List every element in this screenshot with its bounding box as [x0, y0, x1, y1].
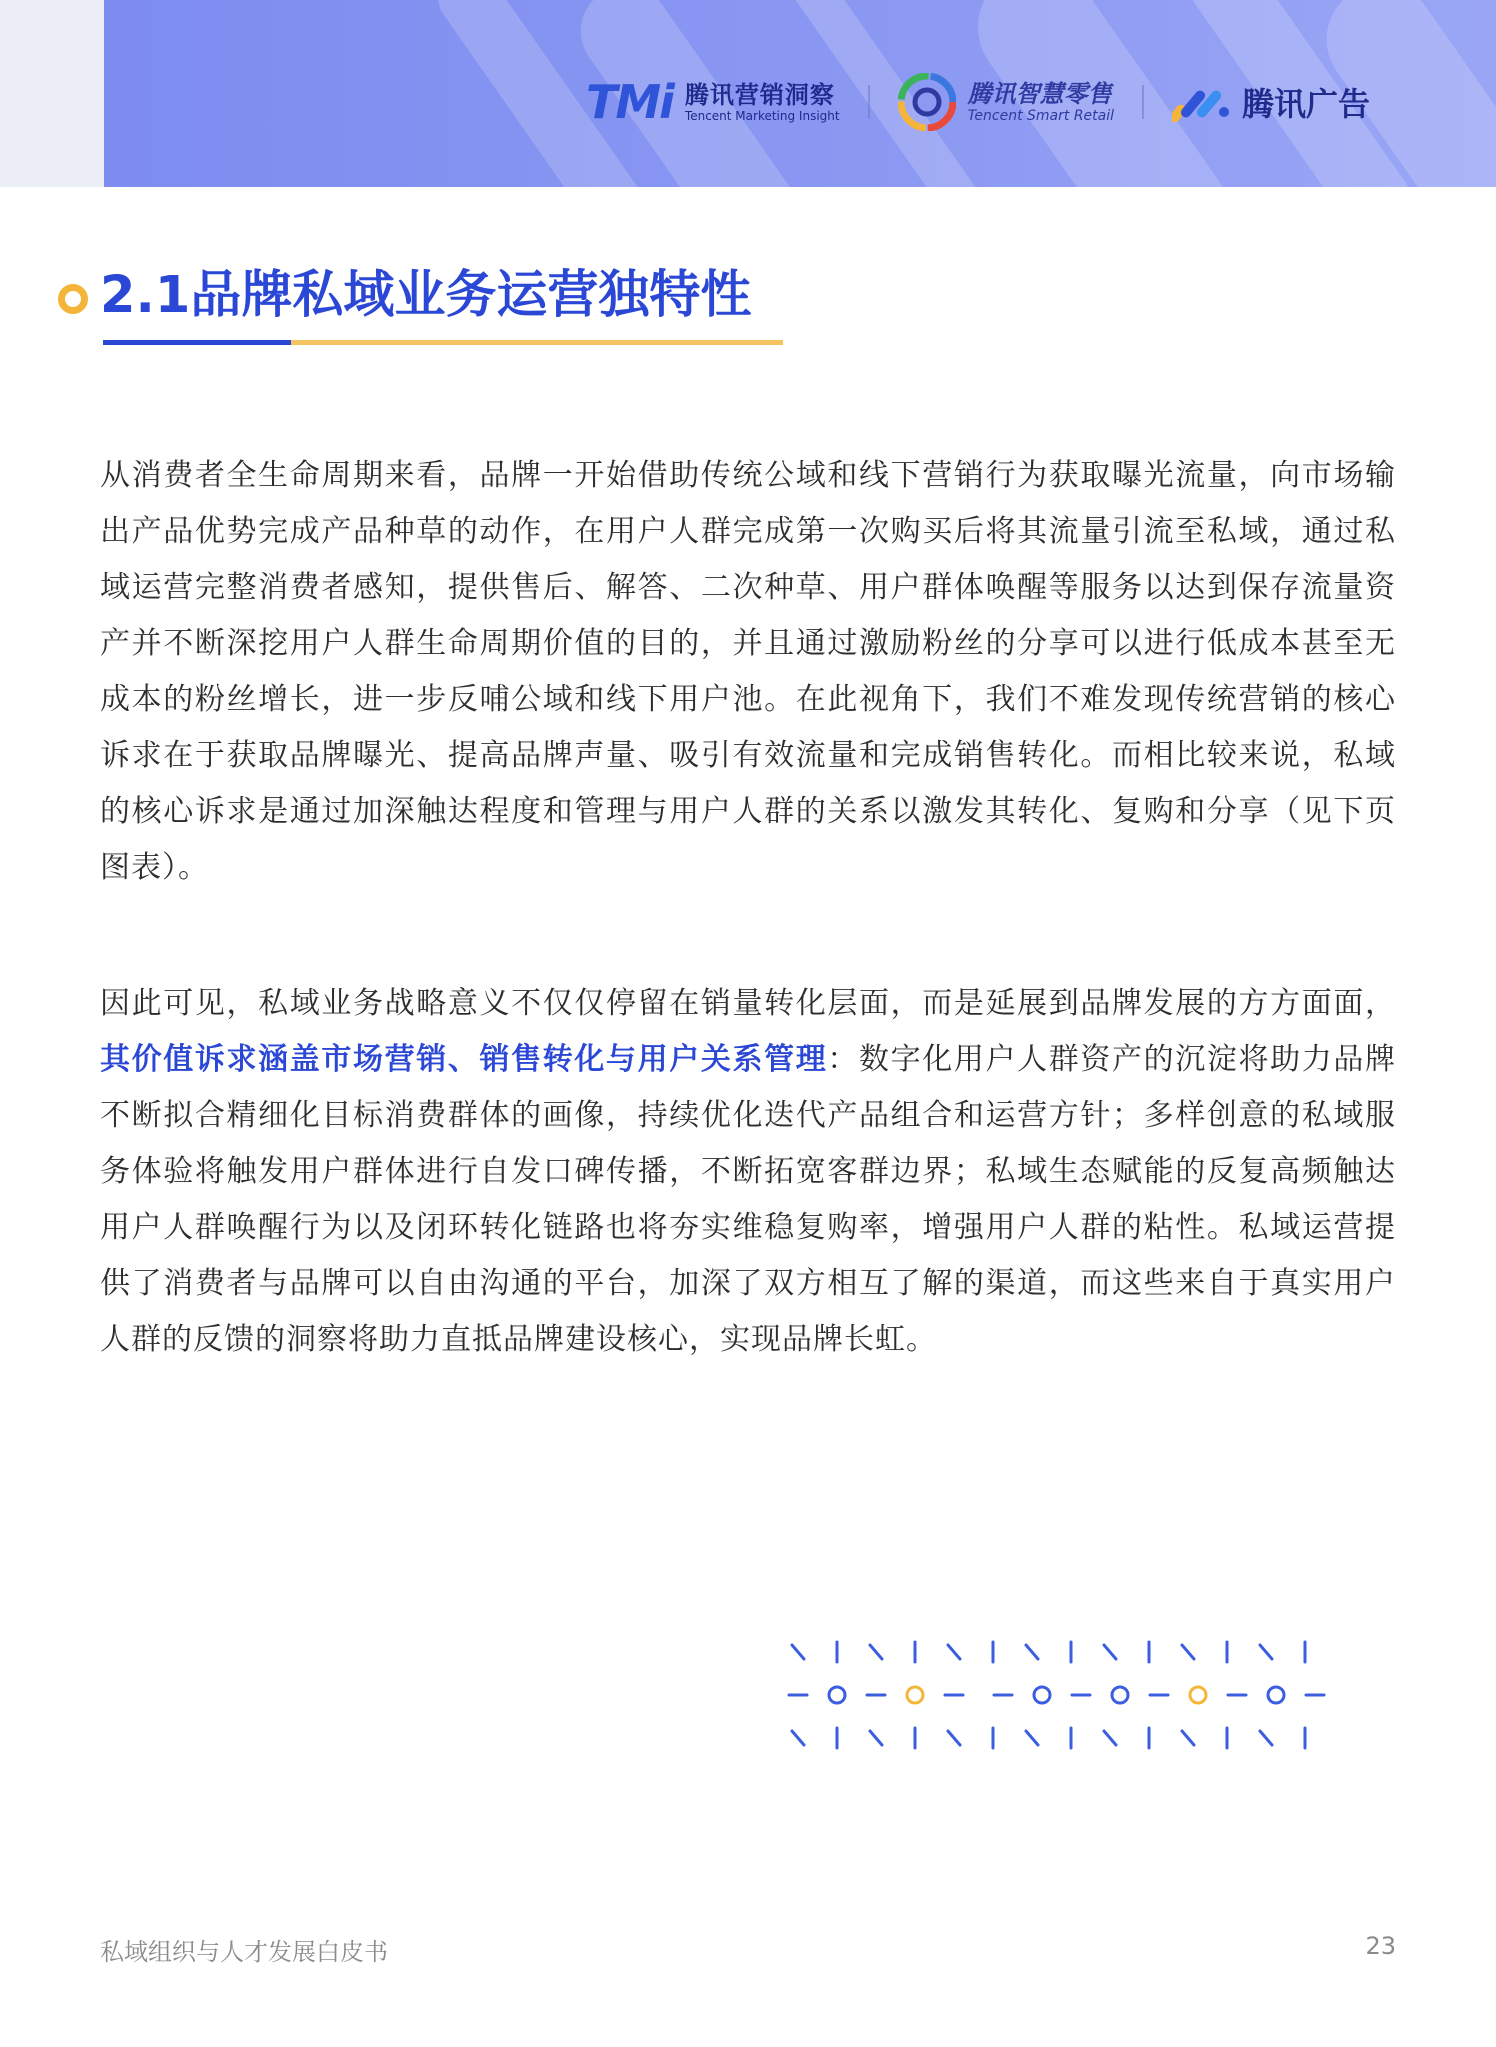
partner-logos [586, 62, 1446, 142]
pattern-dash [792, 1731, 804, 1745]
title-underline-orange [291, 340, 783, 345]
body-paragraph-1: 从消费者全生命周期来看，品牌一开始借助传统公域和线下营销行为获取曝光流量，向市场输出产品优势完成产品种草的动作，在用户人群完成第一次购买后将其流量引流至私域，通过私域运营完整消费者感知，提供售后、解答、二次种草、用户群体唤醒等服务以达到保存流量资产并不断深挖用户人群生命周期价值的目的，并且通过激励粉丝的分享可以进行低成本甚至无成本的粉丝增长，进一步反哺公域和线下用户池。在此视角下，我们不难发现传统营销的核心诉求在于获取品牌曝光、提高品牌声量、吸引有效流量和完成销售转化。而相比较来说，私域的核心诉求是通过加深触达程度和管理与用户人群的关系以激发其转化、复购和分享（见下页图表）。 [100, 458, 1396, 885]
ad-logo-icon [1172, 82, 1232, 122]
pattern-dash [948, 1645, 960, 1659]
smart-retail-name-cn: 腾讯智慧零售 [967, 80, 1112, 108]
title-underline-blue [103, 340, 291, 345]
smart-retail-name-en: Tencent Smart Retail [967, 108, 1115, 124]
tmi-mark-icon: TMi [586, 75, 673, 129]
pattern-dash [1026, 1731, 1038, 1745]
tmi-logo-name-en: Tencent Marketing Insight [684, 109, 840, 123]
pattern-circle [1190, 1687, 1206, 1703]
paragraph-2-lead: 因此可见，私域业务战略意义不仅仅停留在销量转化层面，而是延展到品牌发展的方方面面， [100, 986, 1396, 1021]
footer-doc-title: 私域组织与人才发展白皮书 [100, 1938, 388, 1966]
page-number: 23 [1365, 1932, 1396, 1960]
pattern-dash [1104, 1731, 1116, 1745]
pattern-circle [829, 1687, 845, 1703]
pattern-dash [870, 1645, 882, 1659]
banner-left-strip [0, 0, 104, 187]
tmi-logo-name-cn: 腾讯营销洞察 [684, 81, 835, 109]
smart-retail-logo [898, 73, 1114, 131]
tencent-ad-logo [1172, 79, 1370, 125]
pattern-dash [1182, 1731, 1194, 1745]
pattern-dash [1260, 1645, 1272, 1659]
title-bullet-icon [58, 284, 88, 314]
pattern-dash [1182, 1645, 1194, 1659]
pattern-circle [907, 1687, 923, 1703]
pattern-dash [1260, 1731, 1272, 1745]
tmi-logo [586, 75, 840, 129]
section-title: 2.1品牌私域业务运营独特性 [100, 266, 752, 325]
header-banner [0, 0, 1496, 187]
pattern-dash [870, 1731, 882, 1745]
spiral-logo-icon [898, 73, 956, 131]
pattern-circle [1268, 1687, 1284, 1703]
logo-divider [868, 85, 870, 119]
logo-divider [1142, 85, 1144, 119]
pattern-circle [1034, 1687, 1050, 1703]
pattern-dash [1104, 1645, 1116, 1659]
pattern-dash [792, 1645, 804, 1659]
pattern-dash [948, 1731, 960, 1745]
decorative-pattern [780, 1630, 1350, 1760]
tencent-ad-name: 腾讯广告 [1242, 85, 1371, 123]
paragraph-2-highlight: 其价值诉求涵盖市场营销、销售转化与用户关系管理 [100, 1042, 828, 1077]
pattern-circle [1112, 1687, 1128, 1703]
body-paragraph-2 [100, 976, 1396, 1368]
paragraph-2-rest: ：数字化用户人群资产的沉淀将助力品牌不断拟合精细化目标消费群体的画像，持续优化迭代产品组合和运营方针；多样创意的私域服务体验将触发用户群体进行自发口碑传播，不断拓宽客群边界；私域生态赋能的反复高频触达用户人群唤醒行为以及闭环转化链路也将夯实维稳复购率，增强用户人群的粘性。私域运营提供了消费者与品牌可以自由沟通的平台，加深了双方相互了解的渠道，而这些来自于真实用户人群的反馈的洞察将助力直抵品牌建设核心，实现品牌长虹。 [100, 1042, 1396, 1357]
pattern-dash [1026, 1645, 1038, 1659]
